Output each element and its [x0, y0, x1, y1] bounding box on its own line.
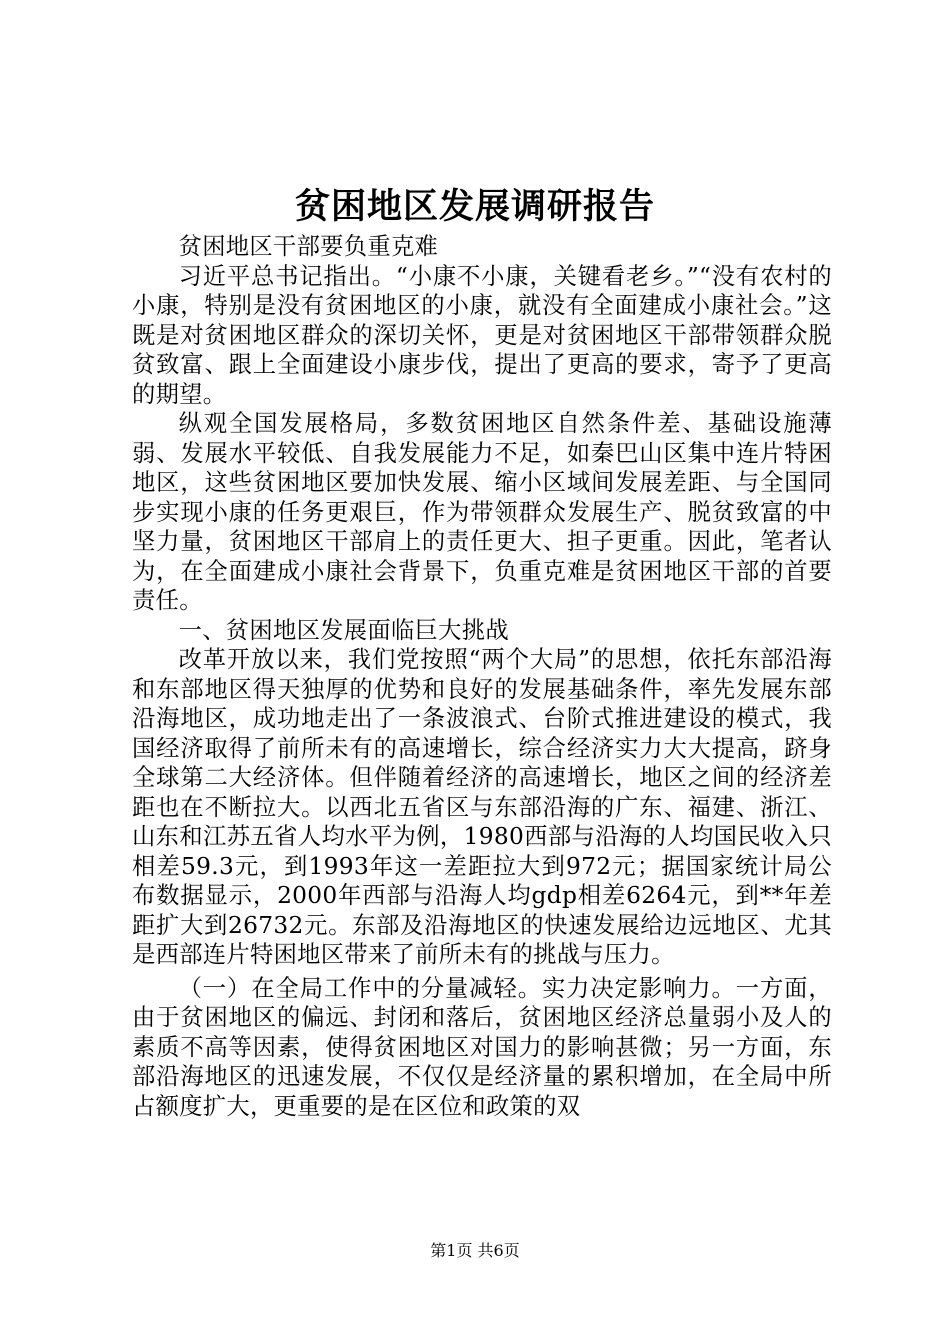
section-heading-1: 一、贫困地区发展面临巨大挑战 — [178, 616, 509, 644]
paragraph-overview: 纵观全国发展格局，多数贫困地区自然条件差、基础设施薄弱、发展水平较低、自我发展能力不足，如秦巴山区集中连片特困地区，这些贫困地区要加快发展、缩小区域间发展差距、与全国同步实现小康的任务更艰巨，作为带领群众发展生产、脱贫致富的中坚力量，贫困地区干部肩上的责任更大、担子更重。因此，笔者认为，在全面建成小康社会背景下，负重克难是贫困地区干部的首要责任。 — [132, 410, 832, 614]
page-footer: 第1页 共6页 — [430, 1241, 520, 1260]
paragraph-quote: 习近平总书记指出。“小康不小康，关键看老乡。”“没有农村的小康，特别是没有贫困地区的小康，就没有全面建成小康社会。”这既是对贫困地区群众的深切关怀，更是对贫困地区干部带领群众脱贫致富、跟上全面建设小康步伐，提出了更高的要求，寄予了更高的期望。 — [132, 262, 832, 408]
document-body — [132, 232, 832, 1121]
document-title: 贫困地区发展调研报告 — [294, 187, 655, 227]
paragraph-subtitle: 贫困地区干部要负重克难 — [178, 233, 439, 260]
paragraph-subsection-1: （一）在全局工作中的分量减轻。实力决定影响力。一方面，由于贫困地区的偏远、封闭和落后，贫困地区经济总量弱小及人的素质不高等因素，使得贫困地区对国力的影响甚微；另一方面，东部沿海地区的迅速发展，不仅仅是经济量的累积增加，在全局中所占额度扩大，更重要的是在区位和政策的双 — [132, 974, 832, 1120]
paragraph-reform: 改革开放以来，我们党按照“两个大局”的思想，依托东部沿海和东部地区得天独厚的优势和良好的发展基础条件，率先发展东部沿海地区，成功地走出了一条波浪式、台阶式推进建设的模式，我国经济取得了前所未有的高速增长，综合经济实力大大提高，跻身全球第二大经济体。但伴随着经济的高速增长，地区之间的经济差距也在不断拉大。以西北五省区与东部沿海的广东、福建、浙江、山东和江苏五省人均水平为例，1980西部与沿海的人均国民收入只相差59.3元，到1993年这一差距拉大到972元；据国家统计局公布数据显示，2000年西部与沿海人均gdp相差6264元，到**年差距扩大到26732元。东部及沿海地区的快速发展给边远地区、尤其是西部连片特困地区带来了前所未有的挑战与压力。 — [132, 646, 832, 968]
